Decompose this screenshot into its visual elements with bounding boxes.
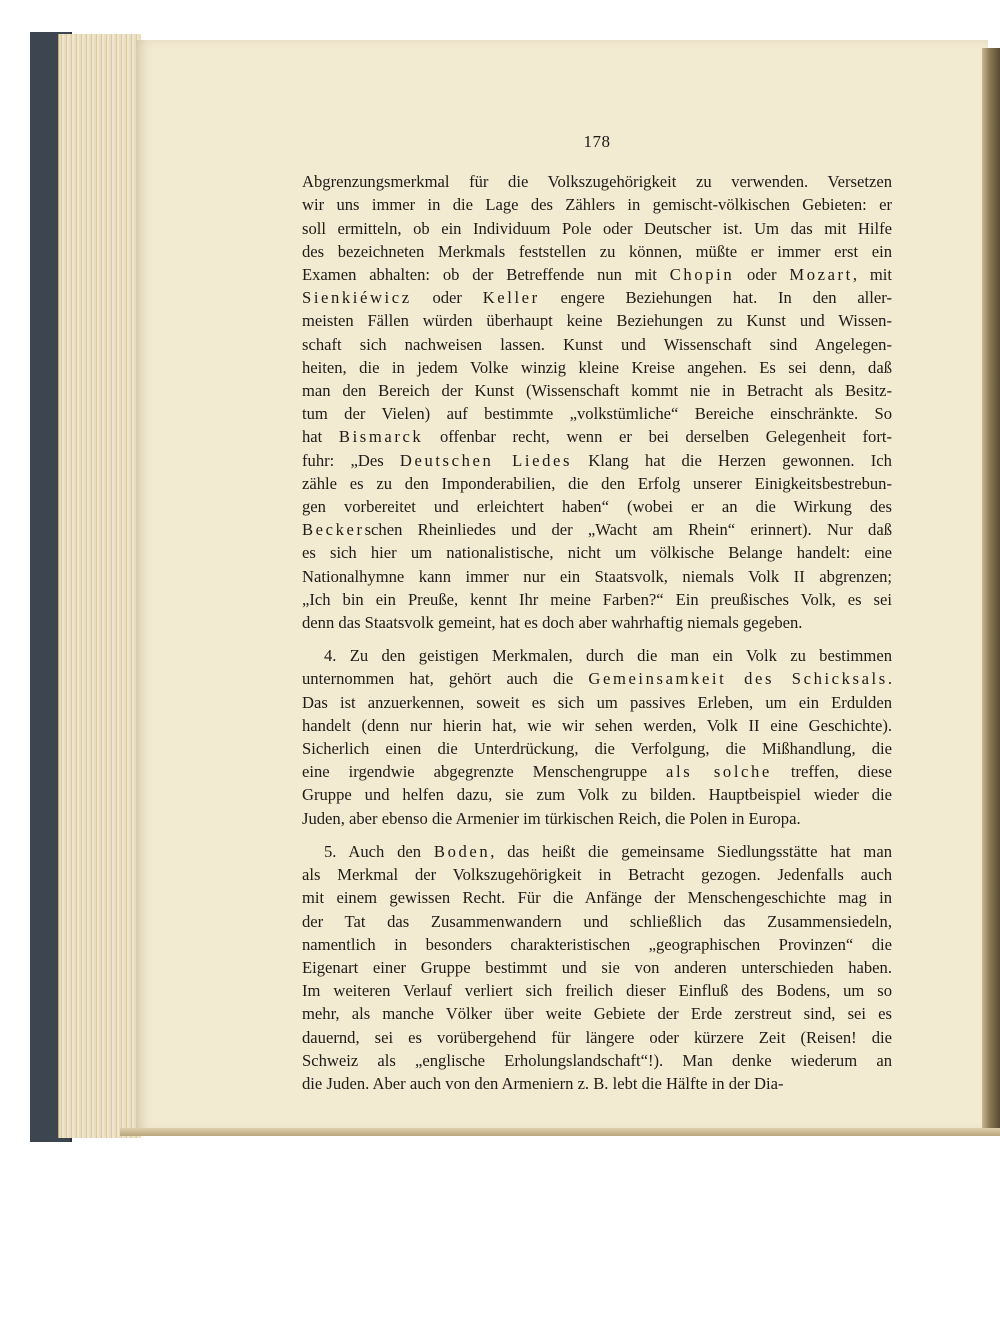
text-line — [302, 425, 892, 448]
text-run: handelt (denn nur hierin hat, wie wir sehen werden, Volk II eine Geschichte). — [302, 715, 892, 735]
text-run: hat — [302, 427, 339, 447]
paragraph — [302, 644, 892, 830]
text-run: Sicherlich einen die Unterdrückung, die Verfolgung, die Mißhandlung, die — [302, 739, 892, 759]
text-run: oder — [734, 265, 790, 285]
text-run: namentlich in besonders charakteristischen „geographischen Provinzen“ die — [302, 934, 892, 954]
text-run: Eigenart einer Gruppe bestimmt und sie von anderen unterschieden haben. — [302, 957, 892, 977]
text-line — [302, 691, 892, 714]
spaced-emphasis: Bismarck — [338, 427, 424, 447]
page-stack-edges — [58, 34, 141, 1138]
text-line — [302, 979, 892, 1002]
text-run: Schweiz als „englische Erholungslandschaft“!). Man denke wiederum an — [302, 1050, 892, 1070]
text-line — [302, 1049, 892, 1072]
text-run: fuhr: „Des — [302, 450, 400, 470]
text-line — [302, 217, 892, 240]
text-run: Nationalhymne kann immer nur ein Staatsvolk, niemals Volk II abgrenzen; — [302, 566, 892, 586]
text-line — [302, 714, 892, 737]
text-line — [302, 644, 892, 667]
text-run: wir uns immer in die Lage des Zählers in gemischt-völkischen Gebieten: er — [302, 195, 892, 215]
spaced-emphasis: Boden — [433, 841, 491, 861]
text-run: soll ermitteln, ob ein Individuum Pole oder Deutscher ist. Um das mit Hilfe — [302, 218, 892, 238]
text-run: engere Beziehungen hat. In den aller- — [539, 288, 892, 308]
spaced-emphasis: Gemeinsamkeit des Schicksals — [588, 669, 888, 689]
text-run: 4. Zu den geistigen Merkmalen, durch die man ein Volk zu bestimmen — [324, 646, 892, 666]
text-run: mit einem gewissen Recht. Für die Anfänge der Menschengeschichte mag in — [302, 888, 892, 908]
text-run: man den Bereich der Kunst (Wissenschaft kommt nie in Betracht als Besitz- — [302, 381, 892, 401]
text-line — [302, 910, 892, 933]
text-run: als Merkmal der Volkszugehörigkeit in Betracht gezogen. Jedenfalls auch — [302, 865, 892, 885]
spaced-emphasis: Chopin — [669, 265, 735, 285]
text-line — [302, 356, 892, 379]
text-run: . — [887, 669, 892, 689]
text-line — [302, 333, 892, 356]
text-line — [302, 933, 892, 956]
text-line — [302, 309, 892, 332]
text-run: treffen, diese — [771, 762, 892, 782]
text-run: unternommen hat, gehört auch die — [302, 669, 589, 689]
text-line — [302, 1072, 892, 1095]
text-line — [302, 565, 892, 588]
text-run: 5. Auch den — [324, 841, 434, 861]
text-line — [302, 193, 892, 216]
spaced-emphasis: Becker — [302, 520, 365, 540]
text-line — [302, 667, 892, 690]
text-run: Abgrenzungsmerkmal für die Volkszugehörigkeit zu verwenden. Versetzen — [302, 172, 892, 192]
spaced-emphasis: Sienkiéwicz — [302, 288, 412, 308]
text-run: schen Rheinliedes und der „Wacht am Rhein“ erinnert). Nur daß — [364, 520, 892, 540]
page-number: 178 — [583, 132, 611, 151]
text-run: es sich hier um nationalistische, nicht um völkische Belange handelt: eine — [302, 543, 892, 563]
text-run: mehr, als manche Völker über weite Gebiete der Erde zerstreut sind, sei es — [302, 1004, 892, 1024]
text-run: heiten, die in jedem Volke winzig kleine Kreise angehen. Es sei denn, daß — [302, 357, 892, 377]
page-bottom-edge — [120, 1128, 1000, 1136]
spaced-emphasis: Mozart — [789, 265, 853, 285]
text-line — [302, 783, 892, 806]
text-run: die Juden. Aber auch von den Armeniern z. B. lebt die Hälfte in der Dia- — [302, 1073, 784, 1093]
text-run: tum der Vielen) auf bestimmte „volkstümliche“ Bereiche einschränkte. So — [302, 404, 892, 424]
text-line — [302, 956, 892, 979]
paragraph — [302, 840, 892, 1095]
text-run: Examen abhalten: ob der Betreffende nun mit — [302, 265, 670, 285]
text-line — [302, 611, 892, 634]
text-run: „Ich bin ein Preuße, kennt Ihr meine Farben?“ Ein preußisches Volk, es sei — [302, 589, 892, 609]
spaced-emphasis: Keller — [482, 288, 540, 308]
text-run: Juden, aber ebenso die Armenier im türkischen Reich, die Polen in Europa. — [302, 808, 801, 828]
paragraph — [302, 170, 892, 634]
text-run: schaft sich nachweisen lassen. Kunst und Wissenschaft sind Angelegen- — [302, 334, 892, 354]
spaced-emphasis: als solche — [666, 762, 772, 782]
text-line — [302, 286, 892, 309]
text-run: der Tat das Zusammenwandern und schließlich das Zusammensiedeln, — [302, 911, 892, 931]
text-line — [302, 449, 892, 472]
text-line — [302, 170, 892, 193]
text-line — [302, 1026, 892, 1049]
text-line — [302, 840, 892, 863]
text-line — [302, 518, 892, 541]
text-line — [302, 863, 892, 886]
text-line — [302, 402, 892, 425]
text-run: denn das Staatsvolk gemeint, hat es doch aber wahrhaftig niemals gegeben. — [302, 613, 803, 633]
text-run: meisten Fällen würden überhaupt keine Beziehungen zu Kunst und Wissen- — [302, 311, 892, 331]
text-run: des bezeichneten Merkmals feststellen zu können, müßte er immer erst ein — [302, 241, 892, 261]
text-line — [302, 495, 892, 518]
text-line — [302, 886, 892, 909]
text-run: oder — [411, 288, 483, 308]
text-line — [302, 807, 892, 830]
text-line — [302, 737, 892, 760]
text-line — [302, 379, 892, 402]
text-run: gen vorbereitet und erleichtert haben“ (wobei er an die Wirkung des — [302, 497, 892, 517]
text-run: , das heißt die gemeinsame Siedlungsstätte hat man — [490, 841, 892, 861]
text-line — [302, 760, 892, 783]
text-line — [302, 263, 892, 286]
text-run: Gruppe und helfen dazu, sie zum Volk zu bilden. Hauptbeispiel wieder die — [302, 785, 892, 805]
text-run: Das ist anzuerkennen, soweit es sich um passives Erleben, um ein Erdulden — [302, 692, 892, 712]
text-run: zähle es zu den Imponderabilien, die den Erfolg unserer Einigkeitsbestrebun- — [302, 473, 892, 493]
text-line — [302, 472, 892, 495]
text-run: eine irgendwie abgegrenzte Menschengruppe — [302, 762, 667, 782]
page-right-shadow — [982, 48, 1000, 1130]
text-run: dauernd, sei es vorübergehend für längere oder kürzere Zeit (Reisen! die — [302, 1027, 892, 1047]
text-body — [302, 170, 892, 1095]
page-content — [302, 130, 892, 1095]
text-line — [302, 240, 892, 263]
text-run: Im weiteren Verlauf verliert sich freilich dieser Einfluß des Bodens, um so — [302, 981, 892, 1001]
spaced-emphasis: Deutschen Liedes — [399, 450, 573, 470]
text-run: Klang hat die Herzen gewonnen. Ich — [572, 450, 892, 470]
text-line — [302, 541, 892, 564]
text-line — [302, 588, 892, 611]
text-run: offenbar recht, wenn er bei derselben Gelegenheit fort- — [423, 427, 893, 447]
text-run: , mit — [852, 265, 892, 285]
text-line — [302, 1002, 892, 1025]
